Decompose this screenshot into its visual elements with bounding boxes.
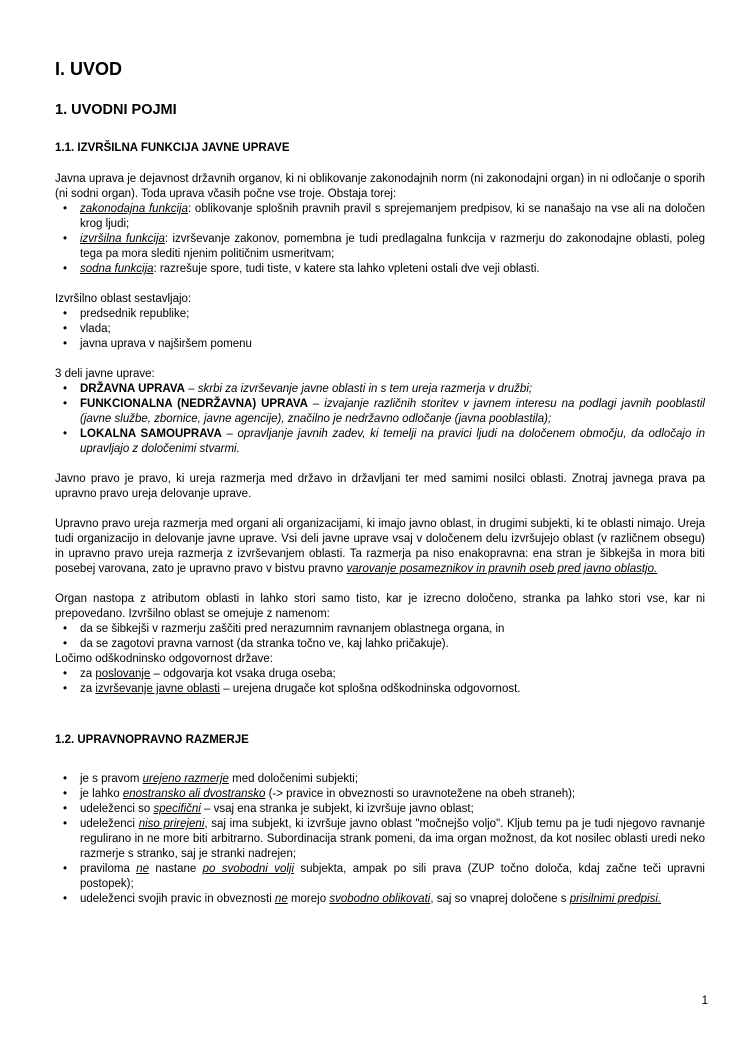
- spacer: [55, 80, 705, 101]
- bullet-list: [55, 382, 705, 457]
- text-run: svobodno oblikovati: [329, 893, 431, 905]
- text-run: varovanje posameznikov in pravnih oseb pred javno oblastjo.: [346, 563, 658, 575]
- bullet-list: [55, 202, 705, 277]
- text-run: Javna uprava je dejavnost državnih organov, ki ni oblikovanje zakonodajnih norm (ni zakonodajni organ) in ni odločanje o sporih (ni sodni organ). Toda uprava včasih počne vse troje. Obstaja torej:: [55, 173, 705, 200]
- text-run: skrbi za izvrševanje javne oblasti in s tem ureja razmerja v družbi;: [197, 383, 533, 395]
- bullet-list: [55, 667, 705, 697]
- text-run: (-> pravice in obveznosti so uravnotežene na obeh straneh);: [265, 788, 576, 800]
- bullet-item: [55, 772, 705, 787]
- text-run: –: [185, 383, 198, 395]
- document-content: [55, 58, 705, 907]
- text-run: izvršilna funkcija: [80, 233, 165, 245]
- text-run: izvrševanje javne oblasti: [95, 683, 220, 695]
- text-run: : izvrševanje zakonov, pomembna je tudi predlagalna funkcija v razmerju do zakonodajne oblasti, poleg tega pa mora slediti njenim političnim usmeritvam;: [80, 233, 705, 260]
- text-run: : oblikovanje splošnih pravnih pravil s sprejemanjem predpisov, ki se nanašajo na vse ali na določen krog ljudi;: [80, 203, 705, 230]
- text-run: da se zagotovi pravna varnost (da stranka točno ve, kaj lahko pričakuje).: [80, 638, 449, 650]
- text-run: morejo: [287, 893, 330, 905]
- heading-1: [55, 58, 705, 80]
- spacer: [55, 697, 705, 733]
- heading-2: [55, 101, 705, 119]
- text-run: – urejena drugače kot splošna odškodninska odgovornost.: [220, 683, 521, 695]
- text-run: ne: [274, 893, 288, 905]
- spacer: [55, 748, 705, 772]
- text-run: specifični: [153, 803, 201, 815]
- paragraph: [55, 367, 705, 382]
- bullet-item: [55, 307, 705, 322]
- text-run: : razrešuje spore, tudi tiste, v katere sta lahko vpleteni ostali dve veji oblasti.: [153, 263, 540, 275]
- text-run: udeleženci: [80, 818, 139, 830]
- spacer: [55, 156, 705, 172]
- text-run: – vsaj ena stranka je subjekt, ki izvršuje javno oblast;: [200, 803, 474, 815]
- paragraph: [55, 652, 705, 667]
- text-run: predsednik republike;: [80, 308, 190, 320]
- text-run: prisilnimi predpisi.: [569, 893, 662, 905]
- text-run: da se šibkejši v razmerju zaščiti pred nerazumnim ravnanjem oblastnega organa, in: [80, 623, 505, 635]
- bullet-list: [55, 772, 705, 907]
- paragraph: [55, 592, 705, 622]
- bullet-list: [55, 622, 705, 652]
- paragraph: [55, 172, 705, 202]
- bullet-item: [55, 397, 705, 427]
- spacer: [55, 577, 705, 592]
- text-run: Javno pravo je pravo, ki ureja razmerja med državo in državljani ter med samimi nosilci oblasti. Znotraj javnega prava pa upravno pravo ureja delovanje uprave.: [55, 473, 705, 500]
- text-run: po svobodni volji: [202, 863, 294, 875]
- text-run: Izvršilno oblast sestavljajo:: [55, 293, 192, 305]
- spacer: [55, 352, 705, 367]
- text-run: poslovanje: [95, 668, 151, 680]
- text-run: –: [221, 428, 238, 440]
- bullet-item: [55, 817, 705, 862]
- text-run: sodna funkcija: [80, 263, 154, 275]
- bullet-item: [55, 427, 705, 457]
- bullet-item: [55, 622, 705, 637]
- bullet-item: [55, 787, 705, 802]
- heading-3: [55, 733, 705, 748]
- text-run: Upravno pravo ureja razmerja med organi ali organizacijami, ki imajo javno oblast, in drugimi subjekti, ki te oblasti nimajo. Ureja tudi organizacijo in delovanje javne uprave. Vsi deli javne uprave vsaj v določenem delu izvršujejo oblast (v različnem obsegu) in upravno pravo ureja razmerja z izvrševanjem oblasti. Ta razmerja pa niso enakopravna: ena stran je šibkejša in mora biti posebej varovana, zato je upravno pravo v bistvu pravno: [55, 518, 705, 575]
- text-run: nastane: [149, 863, 203, 875]
- bullet-item: [55, 232, 705, 262]
- text-run: je s pravom: [80, 773, 143, 785]
- text-run: – odgovarja kot vsaka druga oseba;: [150, 668, 336, 680]
- paragraph: [55, 472, 705, 502]
- text-run: praviloma: [80, 863, 137, 875]
- text-run: med določenimi subjekti;: [228, 773, 359, 785]
- text-run: je lahko: [80, 788, 123, 800]
- paragraph: [55, 517, 705, 577]
- text-run: Organ nastopa z atributom oblasti in lahko stori samo tisto, kar je izrecno določeno, stranka pa lahko stori vse, kar ni prepovedano. Izvršilno oblast se omejuje z namenom:: [55, 593, 705, 620]
- text-run: LOKALNA SAMOUPRAVA: [80, 428, 222, 440]
- spacer: [55, 502, 705, 517]
- bullet-item: [55, 682, 705, 697]
- text-run: izvajanje različnih storitev v javnem interesu na podlagi javnih pooblastil (javne službe, zbornice, javne agencije), značilno je nedržavno odločanje (javna pooblastila);: [80, 398, 705, 425]
- text-run: udeleženci svojih pravic in obveznosti: [80, 893, 275, 905]
- heading-3: [55, 141, 705, 156]
- text-run: vlada;: [80, 323, 111, 335]
- text-run: ne: [136, 863, 150, 875]
- page-number: 1: [701, 995, 708, 1007]
- spacer: [55, 277, 705, 292]
- text-run: , saj ima subjekt, ki izvršuje javno oblast "močnejšo voljo". Kljub temu pa je tudi njegovo ravnanje regulirano in ne more biti arbitrarno. Subordinacija strank pomeni, da ima organ možnost, da kot nosilec oblasti uredi neko razmerje s stranko, saj je stranki nadrejen;: [80, 818, 705, 860]
- text-run: 1.2. UPRAVNOPRAVNO RAZMERJE: [55, 734, 249, 746]
- text-run: javna uprava v najširšem pomenu: [80, 338, 252, 350]
- text-run: enostransko ali dvostransko: [122, 788, 266, 800]
- bullet-item: [55, 862, 705, 892]
- text-run: urejeno razmerje: [142, 773, 229, 785]
- text-run: DRŽAVNA UPRAVA: [80, 383, 185, 395]
- bullet-item: [55, 337, 705, 352]
- text-run: I. UVOD: [55, 59, 123, 79]
- bullet-item: [55, 637, 705, 652]
- text-run: 3 deli javne uprave:: [55, 368, 155, 380]
- text-run: udeleženci so: [80, 803, 154, 815]
- bullet-item: [55, 382, 705, 397]
- bullet-item: [55, 667, 705, 682]
- text-run: –: [307, 398, 325, 410]
- bullet-item: [55, 322, 705, 337]
- spacer: [55, 457, 705, 472]
- text-run: FUNKCIONALNA (NEDRŽAVNA) UPRAVA: [80, 398, 308, 410]
- text-run: niso prirejeni: [138, 818, 205, 830]
- bullet-item: [55, 892, 705, 907]
- text-run: za: [80, 668, 96, 680]
- text-run: , saj so vnaprej določene s: [430, 893, 570, 905]
- text-run: zakonodajna funkcija: [80, 203, 188, 215]
- bullet-item: [55, 802, 705, 817]
- bullet-item: [55, 202, 705, 232]
- text-run: 1. UVODNI POJMI: [55, 102, 177, 118]
- paragraph: [55, 292, 705, 307]
- text-run: 1.1. IZVRŠILNA FUNKCIJA JAVNE UPRAVE: [55, 142, 290, 154]
- bullet-list: [55, 307, 705, 352]
- bullet-item: [55, 262, 705, 277]
- text-run: za: [80, 683, 96, 695]
- text-run: opravljanje javnih zadev, ki temelji na pravici ljudi na določenem območju, da odločajo in upravljajo z določenimi stvarmi.: [80, 428, 705, 455]
- text-run: Ločimo odškodninsko odgovornost države:: [55, 653, 273, 665]
- text-run: subjekta, ampak po sili prava (ZUP točno določa, kdaj začne teči upravni postopek);: [80, 863, 705, 890]
- spacer: [55, 119, 705, 141]
